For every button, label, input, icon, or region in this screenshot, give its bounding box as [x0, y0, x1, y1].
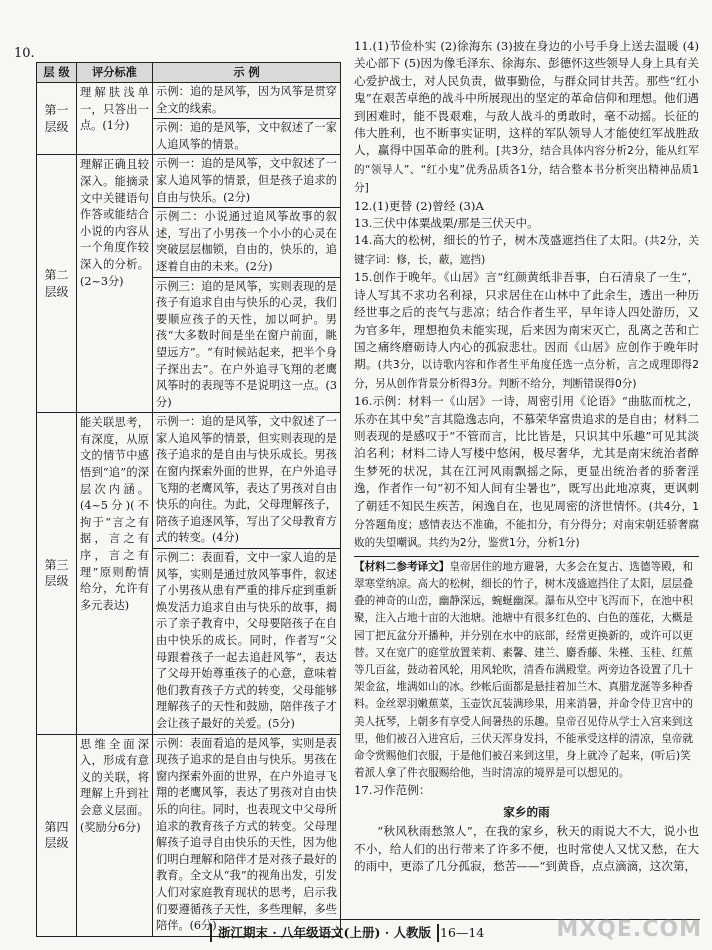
standard-cell: 能关联思考，有深度，从原文的情节中感悟到“追”的深层次内涵。(4~5分)(不拘于“言之有据，言之有序，言之有理”原则酌情给分，允许有多元表达)	[77, 413, 153, 734]
comment-14: (共2分，关键字词：修，长，蔽，遮挡)	[354, 235, 699, 266]
example-text: 示例二：表面看，文中一家人追的是风筝，实则是通过放风筝事件，叙述了小男孩从患有严重的排斥症到重新焕发活力追求自由与快乐的故事，揭示了亲子教育中，父母要陪孩子在自由中快乐的成长。同时，作者写“父母跟着孩子一起去追赶风筝”，表达了父母开始尊重孩子的心意，意味着他们教育孩子方式的转变，父母能够理解孩子的天性和鼓励，陪伴孩子才会让孩子最好的关爱。(5分)	[156, 551, 337, 730]
table-row	[37, 734, 341, 936]
table-row	[37, 413, 341, 734]
header-example: 示 例	[153, 63, 341, 83]
reference-translation	[354, 556, 699, 783]
level-cell: 第四层级	[37, 734, 77, 936]
header-level: 层 级	[37, 63, 77, 83]
answer-11: 11.(1)节俭朴实 (2)徐海东 (3)披在身边的小号手身上送去温暖 (4)关心部下 (5)因为像毛泽东、徐海东、彭德怀这些领导人身上具有关心爱护战士，对人民负责，做事勤俭，与群众同甘共苦。那些“红小鬼”在艰苦卓绝的战斗中所展现出的坚定的革命信仰和理想。他们遇到困难时，能不畏艰难，与敌人战斗的勇敢时，毫不动摇。长征的伟大胜利，也不断事实证明，这样的军队领导人才能使红军战胜敌人，赢得中国革命的胜利。[共3分，结合具体内容分析2分，能从红军的“领导人”、“红小鬼”优秀品质各1分，结合整本书分析突出精神品质1分]	[354, 39, 699, 195]
answer-13: 13.三伏中体粟战栗/那是三伏天中。	[354, 216, 539, 231]
scoring-table	[36, 62, 341, 937]
essay-paragraph: “秋风秋雨愁煞人”，在我的家乡，秋天的雨说大不大，说小也不小，给人们的出行带来了许多不便，也时常使人又忧又愁，在大的雨中，更添了几分孤寂，愁苦——“到黄昏，点点滴滴，这次第，	[354, 824, 699, 874]
answer-15: 15.创作于晚年。《山居》言“红颜黄纸非吾事，白石清泉了一生”，诗人写其不求功名利禄，只求居住在山林中了此余生，透出一种历经世事之后的丧气与悲凉；结合作者生平，早年诗人四处游历，又为官多年，理想抱负未能实现，后来因为南宋灭亡，乱离之苦和亡国之痛终磨砺诗人内心的孤寂悲壮。因而《山居》应创作于晚年时期。(共3分，以诗歌内容和作者生平角度任选一点分析，言之成理即得2分，另从创作背景分析得3分。判断不给分，判断错误得0分)	[354, 270, 699, 390]
standard-cell: 思维全面深入，形成有意义的关联，将理解上升到社会意义层面。(奖励分6分)	[77, 734, 153, 936]
answer-16: 16.示例：材料一《山居》一诗，周密引用《论语》“曲肱而枕之，乐亦在其中矣”言其隐逸志向，不慕荣华富贵追求的是自由；材料二则表现的是感叹于“不管而言，比比皆是，只识其中乐趣”可见其淡泊名利；材料二诗人写楼中悠闲，极尽奢华，尤其是南宋统治者醉生梦死的状况，其在江河风雨飘摇之际，更显出统治者的骄奢淫逸，作者作一句“初不知人间有尘暑也”，既写出此地凉爽，更讽刺了朝廷不知民生疾苦，闲逸自在，也见周密的济世情怀。(共4分，1分答题角度；感情表达不准确，不能扣分，有分得分；对南宋朝廷骄奢腐败的失望嘲讽。共约为2分，鉴赏1分，分析1分)	[354, 394, 699, 550]
answer-14: 14.高大的松树，细长的竹子，树木茂盛遮挡住了太阳。(共2分，关键字词：修，长，蔽，遮挡)	[354, 233, 699, 266]
answer-12: 12.(1)更替 (2)曾经 (3)A	[354, 198, 484, 213]
example-text: 示例：追的是风筝，文中叙述了一家人追风筝的情景。	[156, 121, 337, 151]
level-cell: 第三层级	[37, 413, 77, 734]
example-cell	[153, 155, 341, 413]
reference-text: 皇帝居住的地方避暑，大多会在复古、选德等殿，和翠寒堂纳凉。高大的松树，细长的竹子，树木茂盛遮挡住了太阳，层层叠叠的神奇的山峦，幽静深远，蜿蜒幽深。瀑布从空中飞泻而下，在池中积聚，注入占地十亩的大池塘。池塘中有很多红色的、白色的莲花，大概是园丁把瓦盆分开播种，并分别在水中的底部，经常更换新的，或许可以更替。又在宽广的庭堂放置茉莉、素馨、建兰、麝香藤、朱槿、玉桂、红蕉等几百盆，鼓动着风轮，用风轮吹，清香布满殿堂。两旁边各设置了几十架金盆，堆满如山的冰。纱帐后面都是悬挂着加兰木、真腊龙涎等多种香料。金丝翠羽嫩蕉菜，玉壶饮瓦装满珍果，用来消暑，并命令侍卫宫中的美人抚琴，上朝多有享受人间暑热的乐趣。皇帝召见侍从学士入宫来到这里，他们被召入进宫后，三伏天浑身发抖，不能承受这样的清凉，皇帝就命令赏赐他们衣服，于是他们被召来到这里，身上就冷了起来，(听后)笑着派人拿了件衣服赐给他，当时清凉的境界是可以想见的。	[354, 560, 693, 780]
question-number: 10.	[14, 46, 35, 61]
comment-16: (共4分，1分答题角度；感情表达不准确，不能扣分，有分得分；对南宋朝廷骄奢腐败的失望嘲讽。共约为2分，鉴赏1分，分析1分)	[354, 500, 699, 550]
table-row	[37, 83, 341, 155]
right-column	[354, 38, 699, 875]
example-cell	[153, 734, 341, 936]
level-cell: 第二层级	[37, 155, 77, 413]
standard-cell: 理解肤浅单一，只答出一点。(1分)	[77, 83, 153, 155]
example-text: 示例一：追的是风筝，文中叙述了一家人追风筝的情景，但是孩子追求的自由与快乐。(2分)	[153, 155, 340, 208]
table-row	[37, 155, 341, 413]
example-text: 示例：追的是风筝，因为风筝是贯穿全文的线索。	[153, 83, 340, 119]
standard-cell: 理解正确且较深入。能摘录文中关键语句作答或能结合小说的内容从一个角度作较深入的分析。(2~3分)	[77, 155, 153, 413]
essay-title: 家乡的雨	[503, 804, 550, 819]
example-text: 示例一：追的是风筝，文中叙述了一家人追风筝的情景，但实则表现的是孩子追求的是自由与快乐成长。男孩在窗内探索外面的世界，在户外追寻飞翔的老鹰风筝，表达了男孩对自由快乐的向往。为此，父母理解孩子，陪孩子追逐风筝，写出了父母教育方式的转变。(4分)	[153, 413, 340, 549]
example-text: 示例二：小说通过追风筝故事的叙述，写出了小男孩一个小小的心灵在突破层层枷锁，自由的，快乐的，追逐着自由的未来。(2分)	[153, 208, 340, 277]
footer-book-title: 浙江期末 · 八年级语文(上册) · 人教版	[210, 924, 439, 942]
example-text: 示例三：追的是风筝，实则表现的是孩子有追求自由与快乐的心灵，我们要顺应孩子的天性，加以呵护。男孩“大多数时间是坐在窗户前面，眺望远方”。“有时候站起来，把半个身子探出去”。在户外追寻飞翔的老鹰风筝时的表现等不是说明这一点。(3分)	[156, 279, 337, 409]
essay-body	[354, 823, 699, 875]
q17-label: 17.习作范例：	[354, 783, 431, 798]
example-cell	[153, 413, 341, 734]
example-text: 示例：表面看追的是风筝，实则是表现孩子追求的是自由与快乐。男孩在窗内探索外面的世界，在户外追寻飞翔的老鹰风筝，表达了男孩对自由快乐的向往。同时，也表现文中父母所追求的教育孩子方式的转变。父母理解孩子追寻自由快乐的天性，因为他们明白理解和陪伴才是对孩子最好的教育。全文从“我”的视角出发，引发人们对家庭教育现状的思考，启示我们要遵循孩子天性，多些理解，多些陪伴。(6分)	[156, 736, 337, 933]
reference-tag: 【材料二参考译文】	[354, 560, 450, 573]
comment-15: (共3分，以诗歌内容和作者生平角度任选一点分析，言之成理即得2分，另从创作背景分析得3分。判断不给分，判断错误得0分)	[354, 359, 699, 390]
footer-page-number: 16—14	[440, 925, 485, 940]
level-cell: 第一层级	[37, 83, 77, 155]
table-header-row	[37, 63, 341, 83]
header-standard: 评分标准	[77, 63, 153, 83]
comment-11: [共3分，结合具体内容分析2分，能从红军的“领导人”、“红小鬼”优秀品质各1分，结合整本书分析突出精神品质1分]	[354, 145, 699, 195]
watermark-logo: MXQE.COM	[556, 917, 702, 942]
example-cell	[153, 83, 341, 155]
